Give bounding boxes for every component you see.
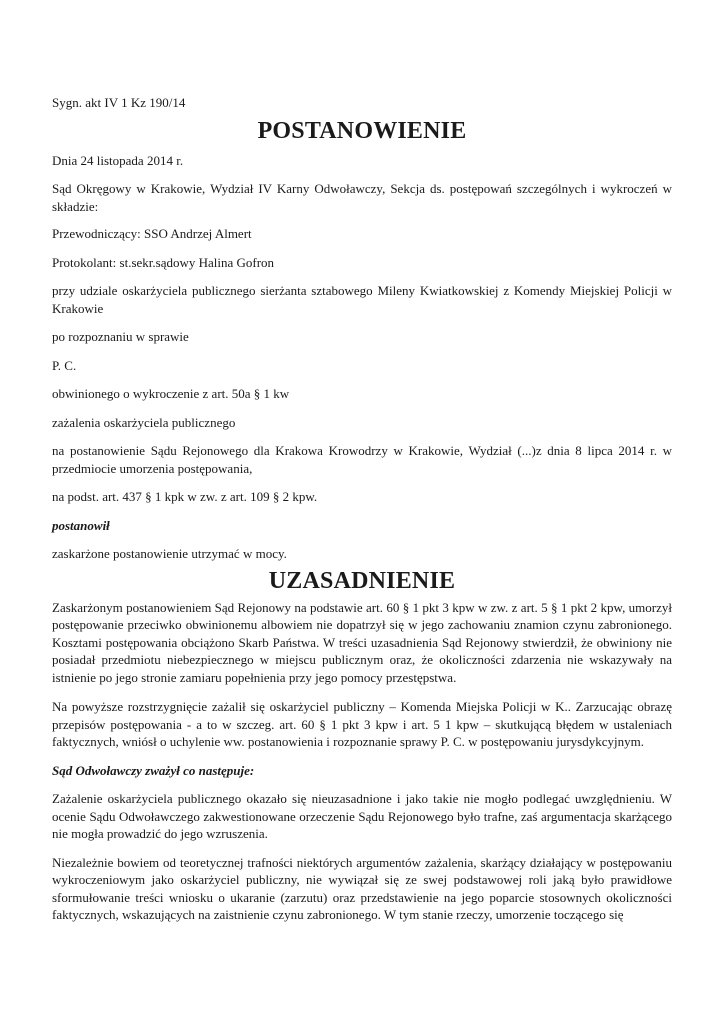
court-composition: Sąd Okręgowy w Krakowie, Wydział IV Karny Odwoławczy, Sekcja ds. postępowań szczególnych i wykroczeń w składzie: xyxy=(52,181,672,214)
case-review-intro: po rozpoznaniu w sprawie xyxy=(52,329,189,344)
justification-paragraph-4: Niezależnie bowiem od teoretycznej trafności niektórych argumentów zażalenia, skarżący działający w postępowaniu wykroczeniowym jako oskarżyciel publiczny, nie wywiązał się ze swej podstawowej roli jaką było prawidłowe sformułowanie treści wniosku o ukaranie (zarzutu) oraz przedstawienie na jego poparcie stosownych okoliczności faktycznych, wskazujących na zaistnienie czynu zabronionego. W tym stanie rzeczy, umorzenie toczącego się xyxy=(52,854,672,922)
justification-paragraph-3: Zażalenie oskarżyciela publicznego okazało się nieuzasadnione i jako takie nie mogło podlegać uwzględnieniu. W ocenie Sądu Odwoławczego zakwestionowane orzeczenie Sądu Rejonowego było trafne, zaś argumentacja skarżącego nie mogła prowadzić do jego wzruszenia. xyxy=(52,791,672,841)
document-title: POSTANOWIENIE xyxy=(257,117,467,144)
court-clerk: Protokolant: st.sekr.sądowy Halina Gofron xyxy=(52,254,275,270)
justification-paragraph-2: Na powyższe rozstrzygnięcie zażalił się oskarżyciel publiczny – Komenda Miejska Policji w K.. Zarzucając obrazę przepisów postępowania - a to w szczeg. art. 60 § 1 pkt 3 kpw i art. 5 1 kpw – skutkującą błędem w ustaleniach faktycznych, wniósł o uchylenie ww. postanowienia i rozpoznanie sprawy P. C. w postępowaniu jurysdykcyjnym. xyxy=(52,699,672,749)
accused-name: P. C. xyxy=(52,357,77,373)
document-page xyxy=(52,94,672,924)
justification-title: UZASADNIENIE xyxy=(268,567,456,594)
prosecutor-participation: przy udziale oskarżyciela publicznego sierżanta sztabowego Mileny Kwiatkowskiej z Komendy Miejskiej Policji w Krakowie xyxy=(52,283,672,316)
decision-date: Dnia 24 listopada 2014 r. xyxy=(52,152,184,168)
ruling-text: zaskarżone postanowienie utrzymać w mocy. xyxy=(52,546,287,561)
appealed-decision: na postanowienie Sądu Rejonowego dla Krakowa Krowodrzy w Krakowie, Wydział (...)z dnia 8 lipca 2014 r. w przedmiocie umorzenia postępowania, xyxy=(52,443,672,476)
legal-basis: na podst. art. 437 § 1 kpk w zw. z art. 109 § 2 kpw. xyxy=(52,489,318,504)
presiding-judge: Przewodniczący: SSO Andrzej Almert xyxy=(52,226,252,241)
charge-description: obwinionego o wykroczenie z art. 50a § 1 kw xyxy=(52,386,290,401)
ruling-label: postanowił xyxy=(52,517,110,533)
appellate-consideration-label: Sąd Odwoławczy zważył co następuje: xyxy=(52,762,255,778)
case-signature: Sygn. akt IV 1 Kz 190/14 xyxy=(52,95,186,110)
complaint-source: zażalenia oskarżyciela publicznego xyxy=(52,414,236,430)
justification-paragraph-1: Zaskarżonym postanowieniem Sąd Rejonowy na podstawie art. 60 § 1 pkt 3 kpw w zw. z art. 5 § 1 pkt 2 kpw, umorzył postępowanie przeciwko obwinionemu albowiem nie dopatrzył się w jego zachowaniu znamion czynu zabronionego. Kosztami postępowania obciążono Skarb Państwa. W treści uzasadnienia Sąd Rejonowy stwierdził, że obwiniony nie posiadał przedmiotu niebezpiecznego w miejscu publicznym oraz, że okoliczności zdarzenia nie wskazywały na istnienie po jego stronie zamiaru popełnienia przy jego pomocy przestępstwa. xyxy=(52,599,672,685)
